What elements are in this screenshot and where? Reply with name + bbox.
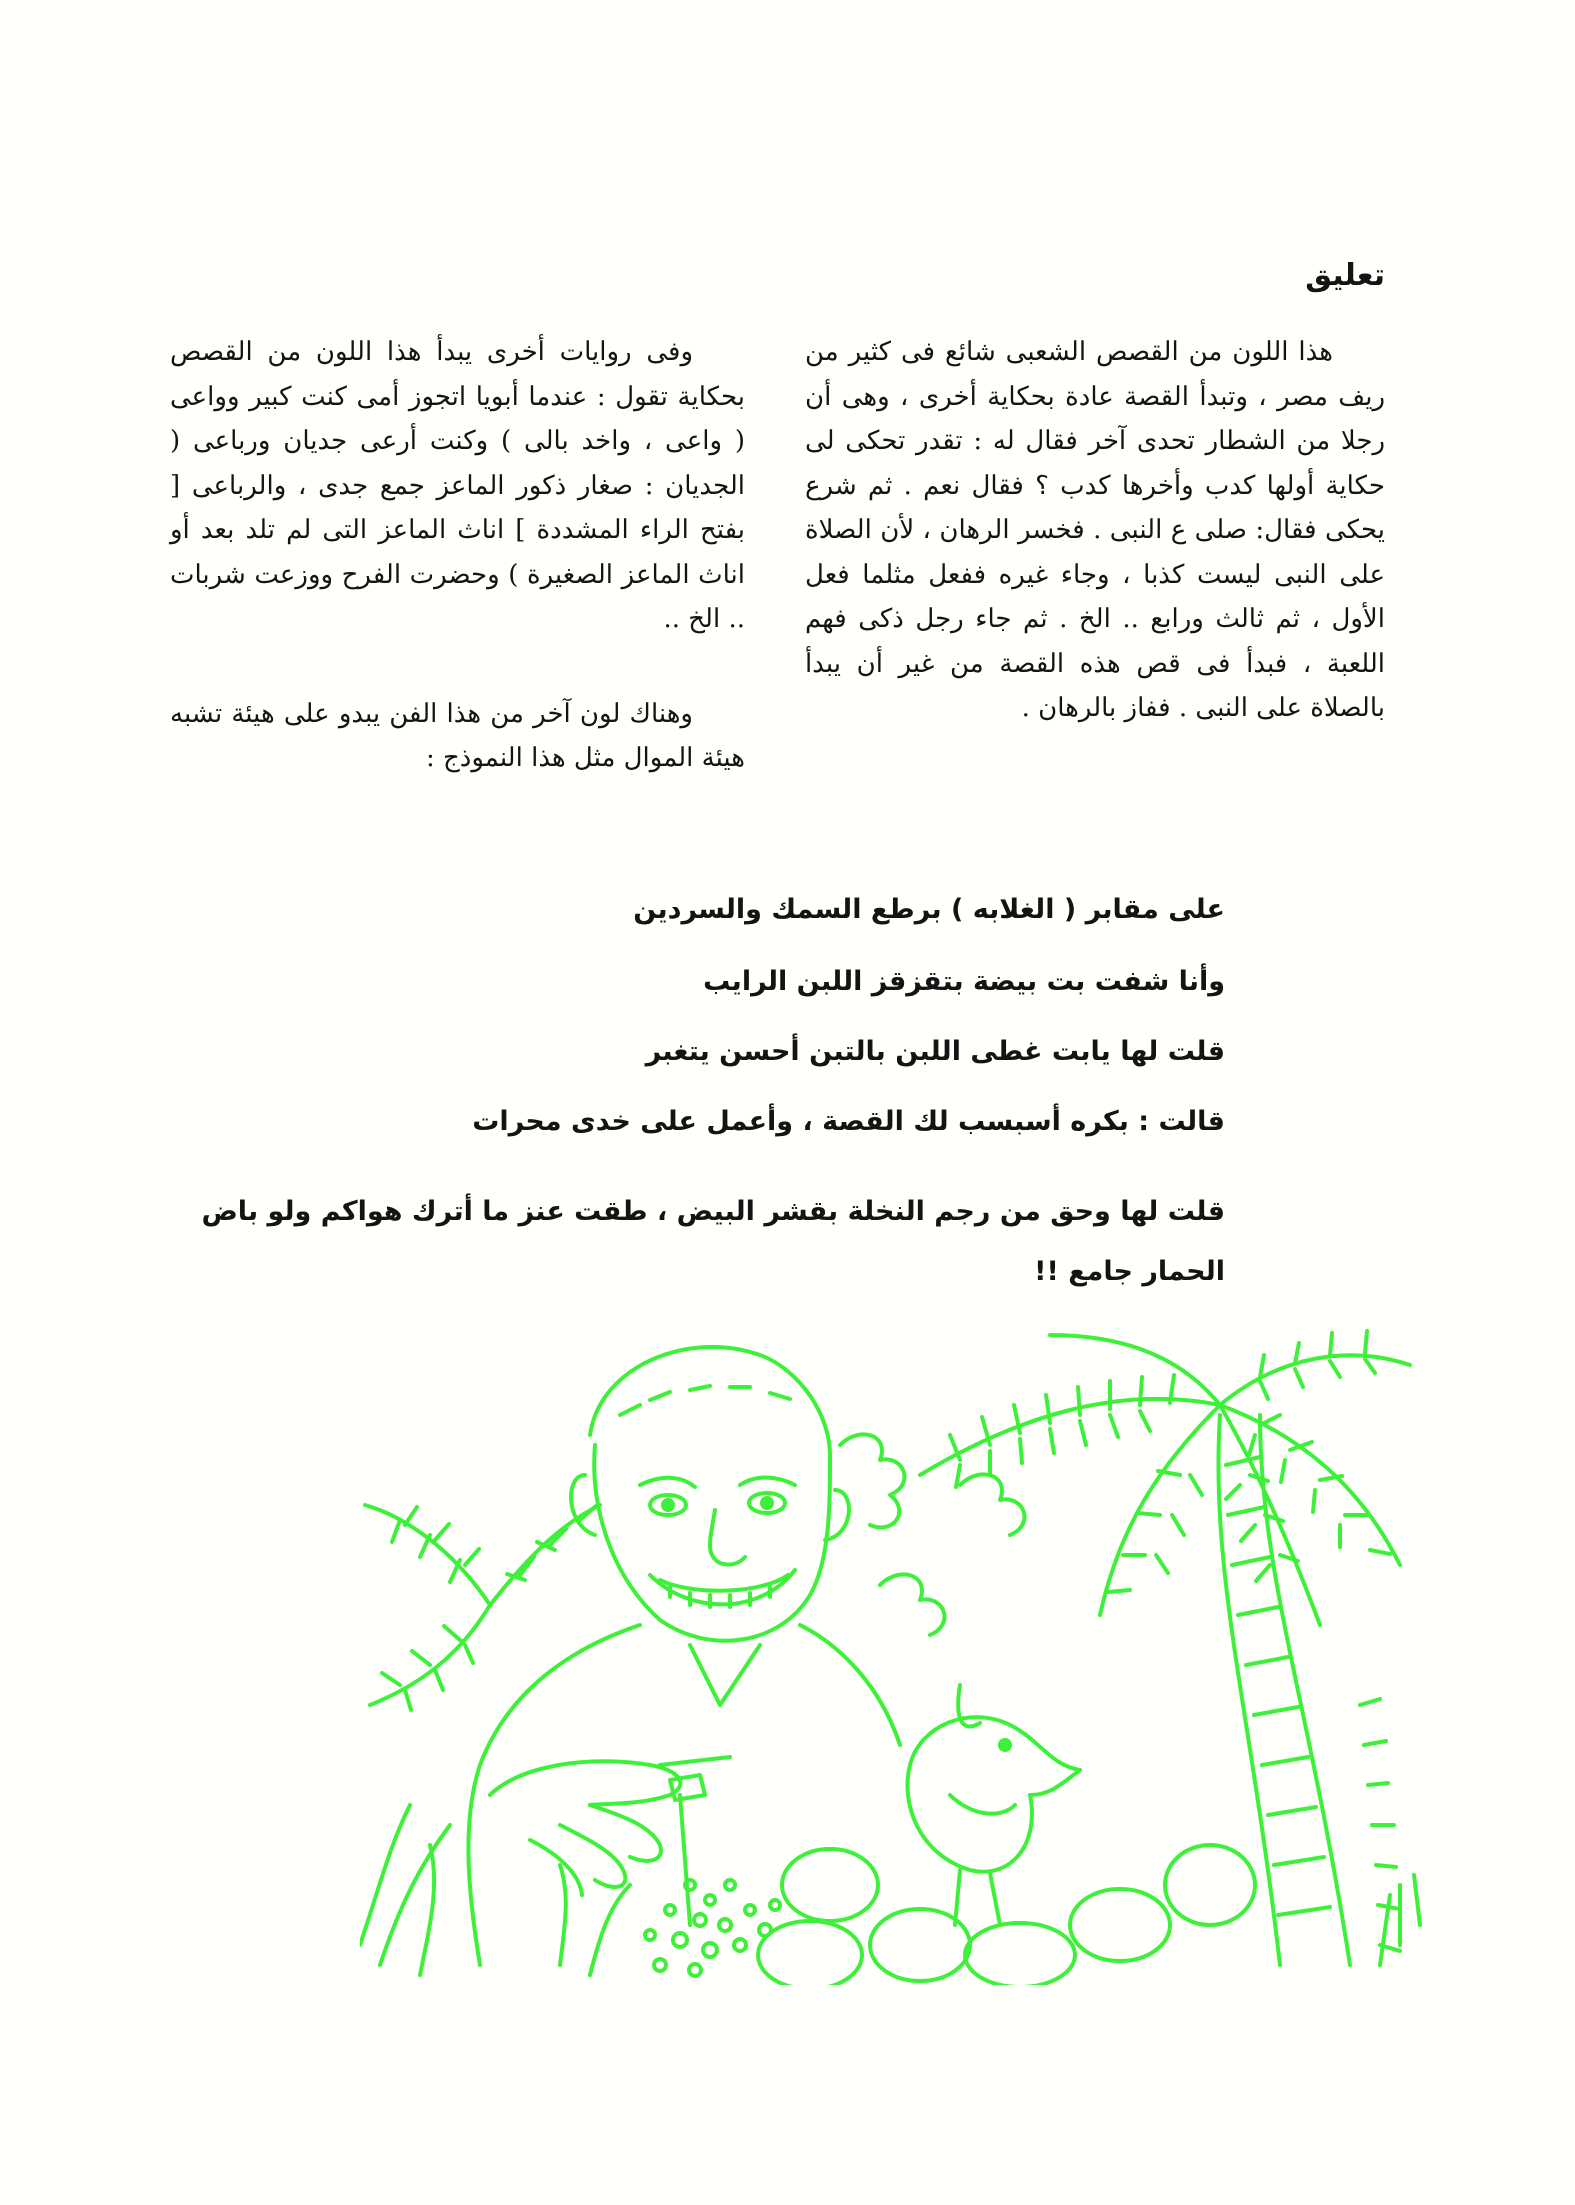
chick xyxy=(908,1685,1081,1925)
poem-line-4: قالت : بكره أسبسب لك القصة ، وأعمل على خدى محرات xyxy=(472,1106,1225,1137)
smoke-swirls xyxy=(840,1434,1024,1635)
left-column-paragraph-1: وفى روايات أخرى يبدأ هذا اللون من القصص بحكاية تقول : عندما أبويا اتجوز أمى كنت كبير وواعى ( واعى ، واخد بالى ) وكنت أرعى جديان ورباعى ( الجديان : صغار ذكور الماعز جمع جدى ، والرباعى [ بفتح الراء المشددة ] اناث الماعز التى لم تلد بعد أو اناث الماعز الصغيرة ) وحضرت الفرح ووزعت شربات .. الخ .. xyxy=(170,337,745,634)
left-text-column xyxy=(170,330,745,781)
left-column-paragraph-2: وهناك لون آخر من هذا الفن يبدو على هيئة تشبه هيئة الموال مثل هذا النموذج : xyxy=(170,698,745,773)
poem-line-1: على مقابر ( الغلابه ) برطع السمك والسردين xyxy=(633,894,1225,925)
poem-line-5: قلت لها وحق من رجم النخلة بقشر البيض ، طقت عنز ما أترك هواكم ولو باض الحمار جامع !! xyxy=(201,1196,1225,1287)
boy-with-palm-trees-eggs-and-chick-illustration xyxy=(360,1325,1425,1985)
boy-figure xyxy=(468,1347,900,1965)
right-text-column xyxy=(805,330,1385,731)
section-heading: تعليق xyxy=(1305,258,1385,293)
right-column-paragraph: هذا اللون من القصص الشعبى شائع فى كثير من ريف مصر ، وتبدأ القصة عادة بحكاية أخرى ، وهى أن رجلا من الشطار تحدى آخر فقال له : تقدر تحكى لى حكاية أولها كدب وأخرها كدب ؟ فقال نعم . ثم شرع يحكى فقال: صلى ع النبى . فخسر الرهان ، لأن الصلاة على النبى ليست كذبا ، وجاء غيره ففعل مثلما فعل الأول ، ثم ثالث ورابع .. الخ . ثم جاء رجل ذكى فهم اللعبة ، فبدأ فى قص هذه القصة من غير أن يبدأ بالصلاة على النبى . ففاز بالرهان . xyxy=(805,337,1385,723)
poem-line-3: قلت لها يابت غطى اللبن بالتبن أحسن يتغبر xyxy=(645,1036,1225,1067)
poem-line-2: وأنا شفت بت بيضة بتقزقز اللبن الرايب xyxy=(703,966,1225,997)
palm-tree-left xyxy=(365,1505,600,1710)
